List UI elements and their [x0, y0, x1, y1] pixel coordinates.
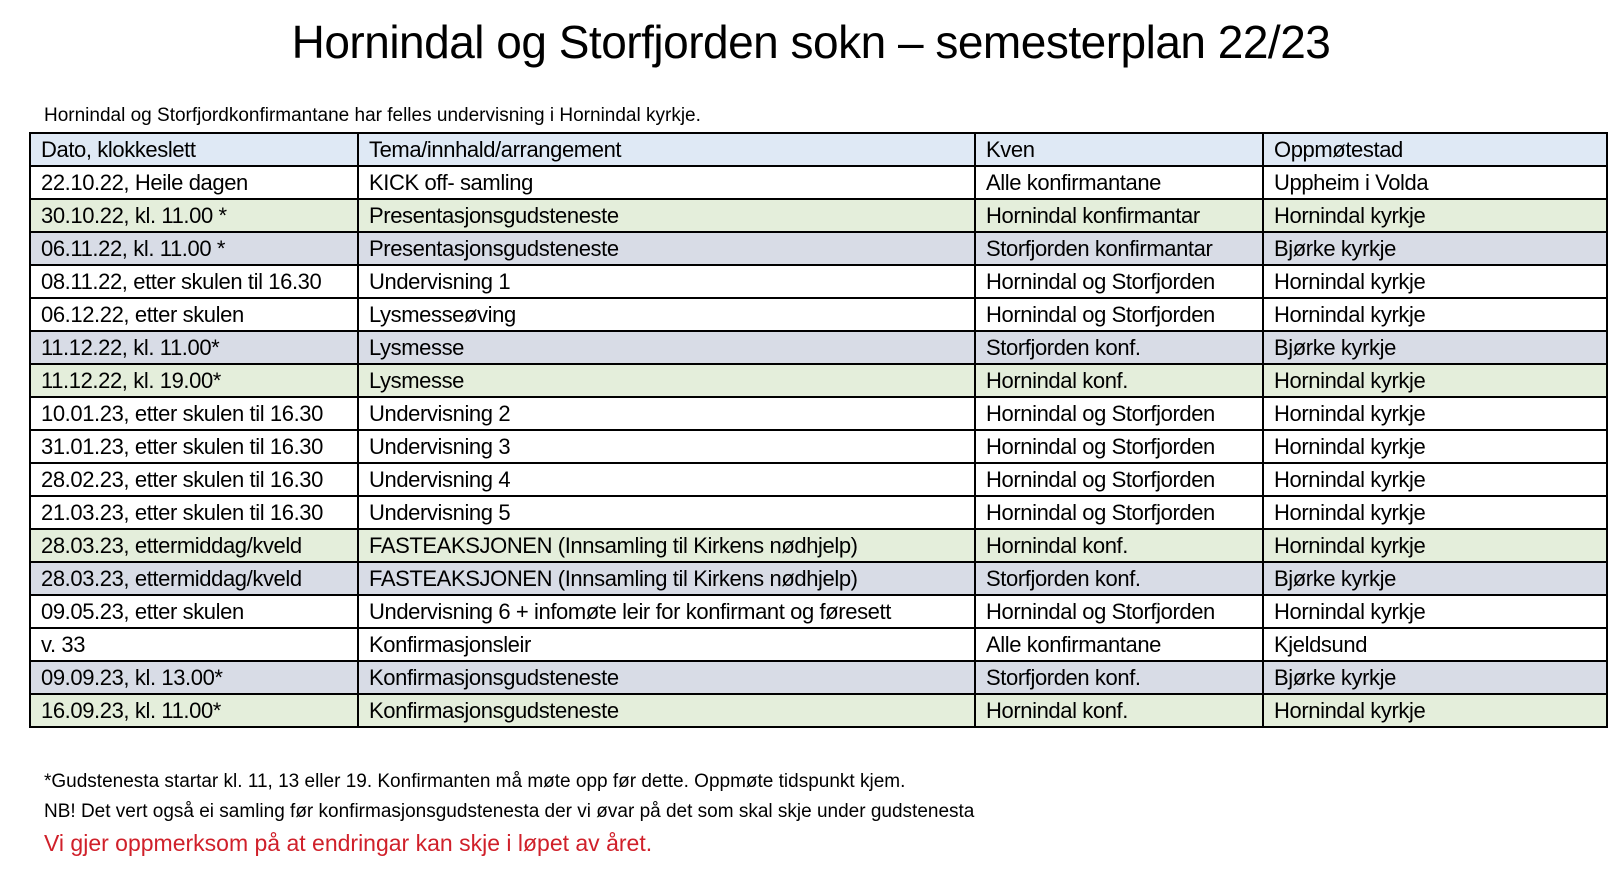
cell-topic: Lysmesse [358, 364, 975, 397]
table-row [30, 529, 1607, 562]
cell-who: Hornindal og Storfjorden [975, 397, 1263, 430]
cell-who: Hornindal og Storfjorden [975, 595, 1263, 628]
cell-topic: Konfirmasjonsgudsteneste [358, 694, 975, 727]
cell-topic: Presentasjonsgudsteneste [358, 199, 975, 232]
cell-who: Alle konfirmantane [975, 166, 1263, 199]
cell-topic: Konfirmasjonsleir [358, 628, 975, 661]
cell-location: Hornindal kyrkje [1263, 265, 1607, 298]
table-row [30, 562, 1607, 595]
cell-topic: Lysmesseøving [358, 298, 975, 331]
schedule-table-body [30, 166, 1607, 727]
table-row [30, 694, 1607, 727]
cell-location: Hornindal kyrkje [1263, 694, 1607, 727]
table-row [30, 430, 1607, 463]
column-header-location: Oppmøtestad [1263, 133, 1607, 166]
cell-topic: Undervisning 4 [358, 463, 975, 496]
cell-who: Hornindal og Storfjorden [975, 496, 1263, 529]
cell-date: 06.12.22, etter skulen [30, 298, 358, 331]
cell-location: Hornindal kyrkje [1263, 298, 1607, 331]
cell-location: Bjørke kyrkje [1263, 232, 1607, 265]
cell-topic: Undervisning 6 + infomøte leir for konfirmant og føresett [358, 595, 975, 628]
cell-topic: FASTEAKSJONEN (Innsamling til Kirkens nødhjelp) [358, 562, 975, 595]
cell-who: Storfjorden konf. [975, 661, 1263, 694]
table-row [30, 397, 1607, 430]
table-row [30, 595, 1607, 628]
table-row [30, 628, 1607, 661]
schedule-table [29, 132, 1608, 728]
cell-date: 16.09.23, kl. 11.00* [30, 694, 358, 727]
footnote-rehearsal: NB! Det vert også ei samling før konfirmasjonsgudstenesta der vi øvar på det som skal skje under gudstenesta [44, 801, 975, 822]
cell-location: Hornindal kyrkje [1263, 595, 1607, 628]
cell-who: Hornindal konf. [975, 364, 1263, 397]
table-row [30, 463, 1607, 496]
table-row [30, 166, 1607, 199]
page-title: Hornindal og Storfjorden sokn – semesterplan 22/23 [291, 16, 1331, 68]
column-header-topic: Tema/innhald/arrangement [358, 133, 975, 166]
cell-topic: Undervisning 5 [358, 496, 975, 529]
cell-topic: Konfirmasjonsgudsteneste [358, 661, 975, 694]
cell-date: 22.10.22, Heile dagen [30, 166, 358, 199]
cell-date: 11.12.22, kl. 11.00* [30, 331, 358, 364]
cell-topic: FASTEAKSJONEN (Innsamling til Kirkens nødhjelp) [358, 529, 975, 562]
cell-who: Hornindal konfirmantar [975, 199, 1263, 232]
cell-location: Hornindal kyrkje [1263, 430, 1607, 463]
cell-date: 31.01.23, etter skulen til 16.30 [30, 430, 358, 463]
table-row [30, 364, 1607, 397]
cell-topic: KICK off- samling [358, 166, 975, 199]
cell-location: Bjørke kyrkje [1263, 661, 1607, 694]
cell-topic: Presentasjonsgudsteneste [358, 232, 975, 265]
cell-location: Uppheim i Volda [1263, 166, 1607, 199]
changes-warning: Vi gjer oppmerksom på at endringar kan skje i løpet av året. [44, 830, 653, 856]
cell-who: Storfjorden konf. [975, 331, 1263, 364]
table-row [30, 661, 1607, 694]
cell-date: 06.11.22, kl. 11.00 * [30, 232, 358, 265]
cell-who: Hornindal og Storfjorden [975, 430, 1263, 463]
table-header-row [30, 133, 1607, 166]
intro-text: Hornindal og Storfjordkonfirmantane har felles undervisning i Hornindal kyrkje. [44, 105, 701, 126]
cell-date: 11.12.22, kl. 19.00* [30, 364, 358, 397]
column-header-date: Dato, klokkeslett [30, 133, 358, 166]
cell-location: Hornindal kyrkje [1263, 199, 1607, 232]
cell-date: 30.10.22, kl. 11.00 * [30, 199, 358, 232]
cell-location: Hornindal kyrkje [1263, 529, 1607, 562]
cell-topic: Lysmesse [358, 331, 975, 364]
table-row [30, 199, 1607, 232]
table-row [30, 265, 1607, 298]
cell-location: Hornindal kyrkje [1263, 463, 1607, 496]
table-row [30, 331, 1607, 364]
cell-location: Bjørke kyrkje [1263, 562, 1607, 595]
cell-date: 09.05.23, etter skulen [30, 595, 358, 628]
cell-who: Storfjorden konf. [975, 562, 1263, 595]
cell-who: Hornindal og Storfjorden [975, 463, 1263, 496]
cell-date: 09.09.23, kl. 13.00* [30, 661, 358, 694]
cell-topic: Undervisning 1 [358, 265, 975, 298]
cell-date: 28.03.23, ettermiddag/kveld [30, 562, 358, 595]
cell-date: 28.02.23, etter skulen til 16.30 [30, 463, 358, 496]
cell-who: Hornindal konf. [975, 529, 1263, 562]
table-row [30, 496, 1607, 529]
cell-date: 10.01.23, etter skulen til 16.30 [30, 397, 358, 430]
table-row [30, 232, 1607, 265]
cell-date: 28.03.23, ettermiddag/kveld [30, 529, 358, 562]
column-header-who: Kven [975, 133, 1263, 166]
cell-who: Storfjorden konfirmantar [975, 232, 1263, 265]
cell-location: Bjørke kyrkje [1263, 331, 1607, 364]
cell-who: Hornindal og Storfjorden [975, 265, 1263, 298]
cell-date: 08.11.22, etter skulen til 16.30 [30, 265, 358, 298]
cell-location: Hornindal kyrkje [1263, 397, 1607, 430]
table-row [30, 298, 1607, 331]
cell-who: Hornindal og Storfjorden [975, 298, 1263, 331]
cell-location: Kjeldsund [1263, 628, 1607, 661]
cell-who: Alle konfirmantane [975, 628, 1263, 661]
cell-topic: Undervisning 2 [358, 397, 975, 430]
cell-date: v. 33 [30, 628, 358, 661]
cell-date: 21.03.23, etter skulen til 16.30 [30, 496, 358, 529]
cell-location: Hornindal kyrkje [1263, 496, 1607, 529]
cell-location: Hornindal kyrkje [1263, 364, 1607, 397]
footnote-service-times: *Gudstenesta startar kl. 11, 13 eller 19. Konfirmanten må møte opp før dette. Oppmøte tidspunkt kjem. [44, 771, 906, 792]
cell-who: Hornindal konf. [975, 694, 1263, 727]
cell-topic: Undervisning 3 [358, 430, 975, 463]
